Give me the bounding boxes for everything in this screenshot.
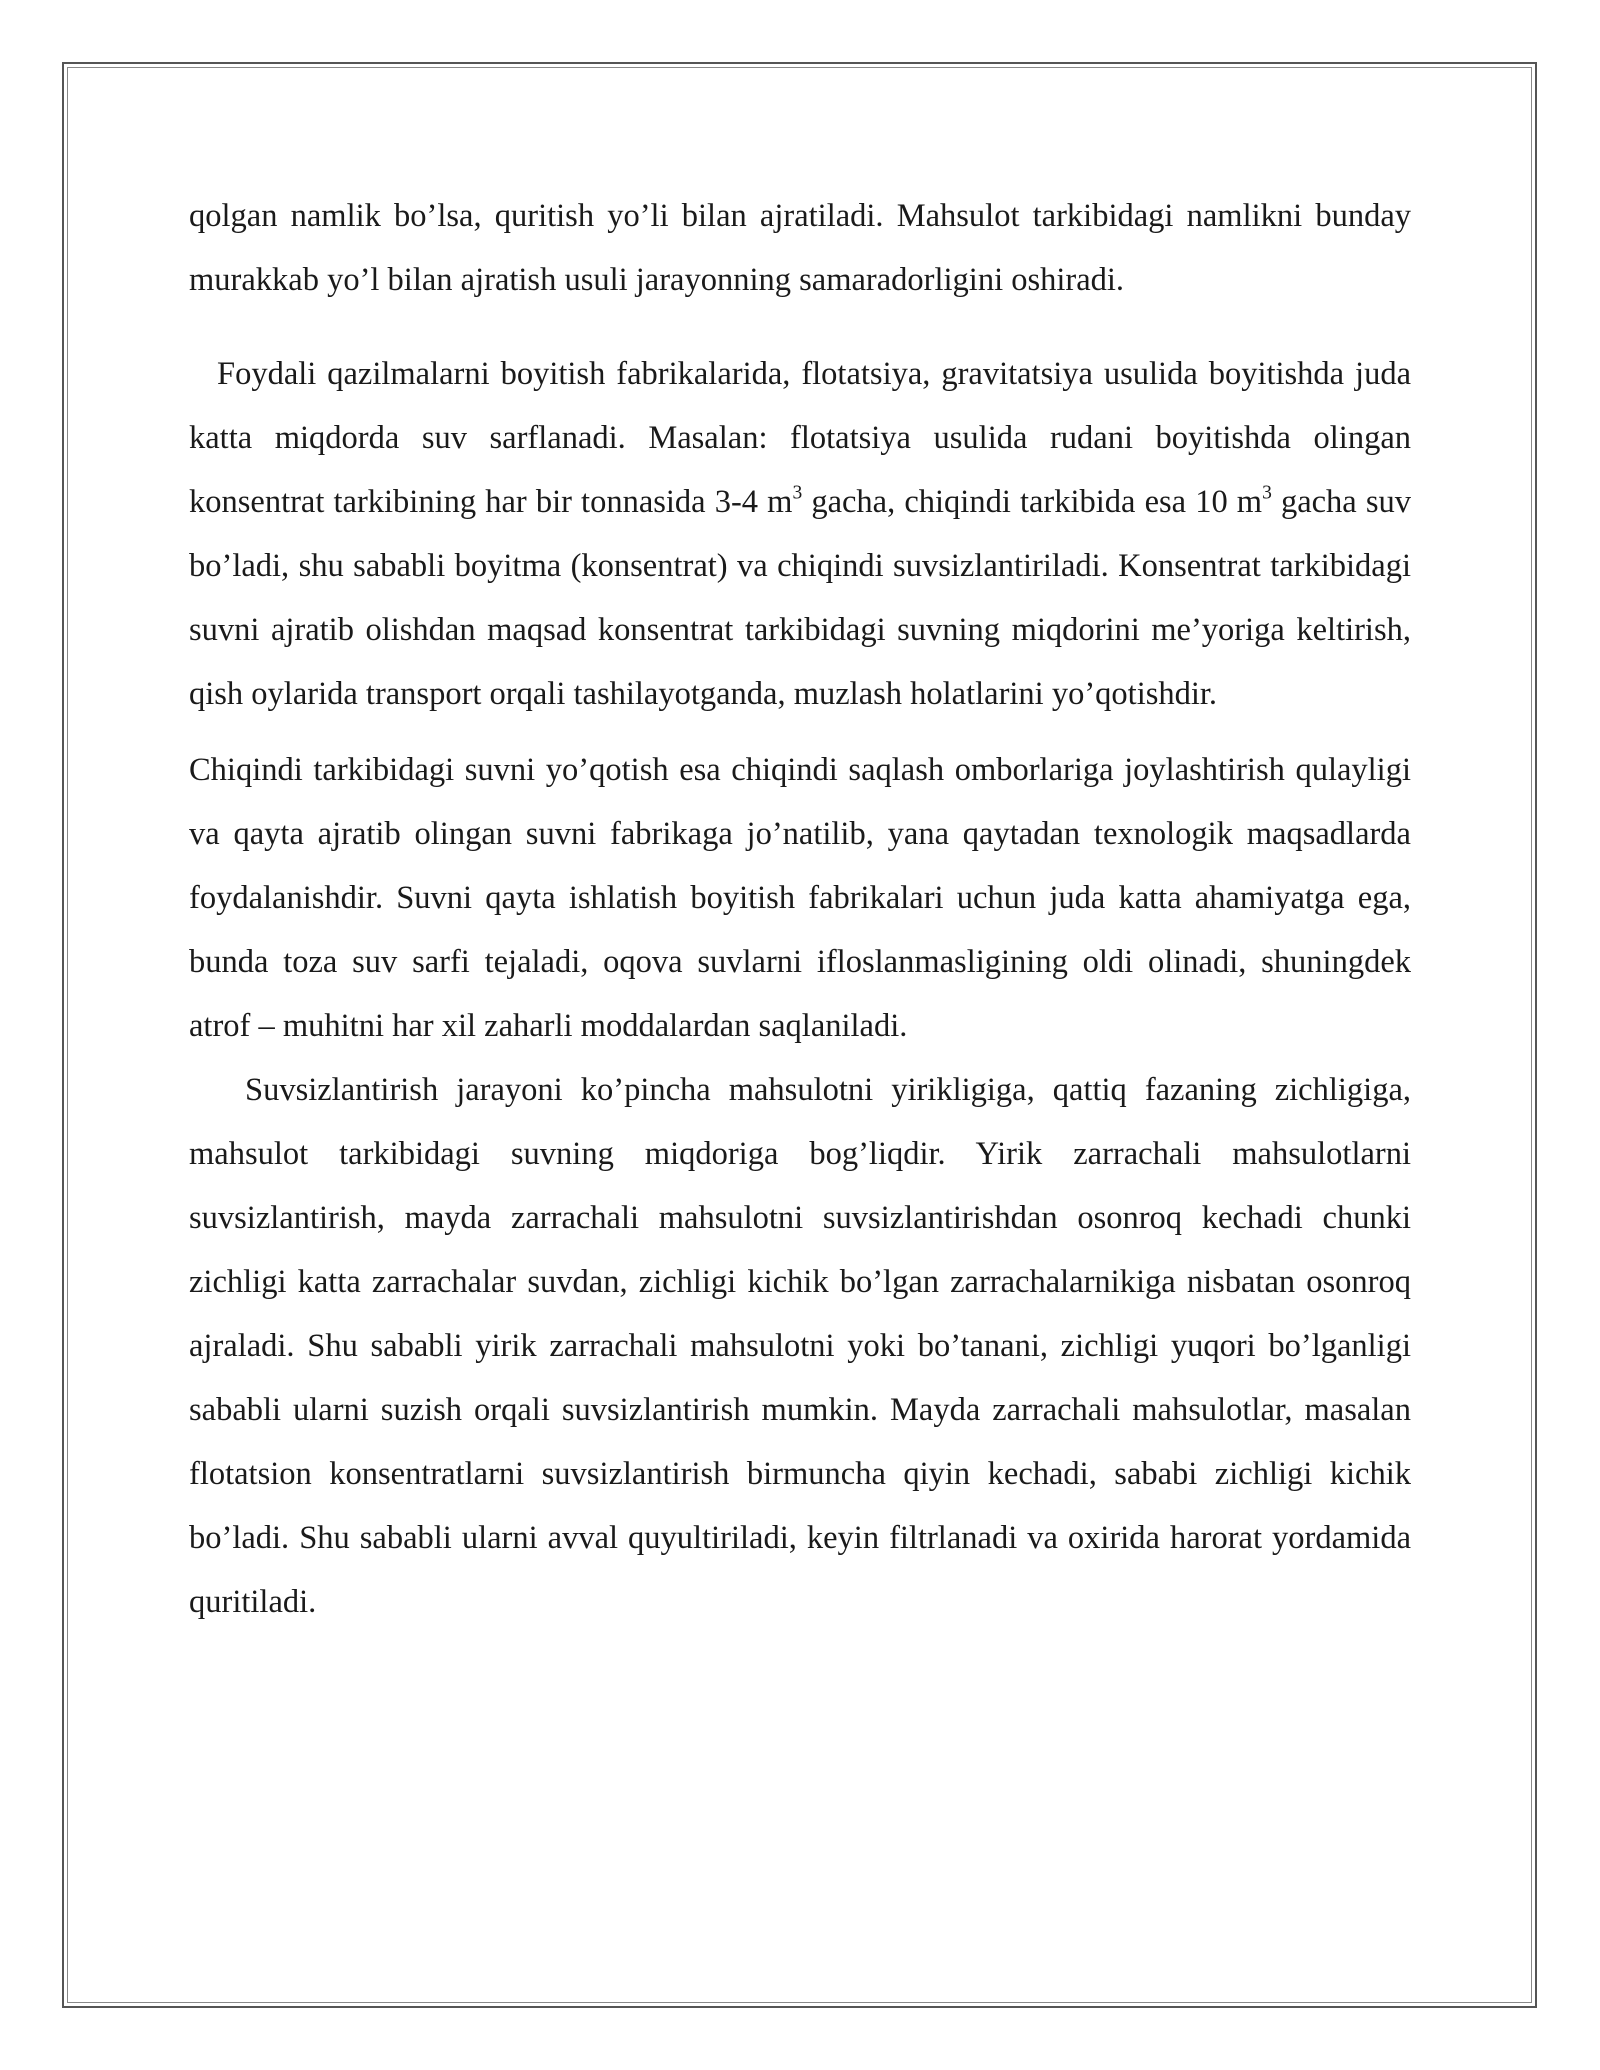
paragraph-2-part-3: gacha suv bo’ladi, shu sababli boyitma (konsentrat) va chiqindi suvsizlantiriladi. Konsentrat tarkibidagi suvni ajratib olishdan maqsad konsentrat tarkibidagi suvning miqdorini me’yoriga keltirish, qish oylarida transport orqali tashilayotganda, muzlash holatlarini yo’qotishdir. [189,484,1411,712]
superscript-cubic-2: 3 [1262,482,1272,504]
paragraph-3: Chiqindi tarkibidagi suvni yo’qotish esa chiqindi saqlash omborlariga joylashtirish qulayligi va qayta ajratib olingan suvni fabrikaga jo’natilib, yana qaytadan texnologik maqsadlarda foydalanishdir. Suvni qayta ishlatish boyitish fabrikalari uchun juda katta ahamiyatga ega, bunda toza suv sarfi tejaladi, oqova suvlarni ifloslanmasligining oldi olinadi, shuningdek atrof – muhitni har xil zaharli moddalardan saqlaniladi. [189,752,1411,1044]
paragraph-4: Suvsizlantirish jarayoni ko’pincha mahsulotni yirikligiga, qattiq fazaning zichligiga, mahsulot tarkibidagi suvning miqdoriga bog’liqdir. Yirik zarrachali mahsulotlarni suvsizlantirish, mayda zarrachali mahsulotni suvsizlantirishdan osonroq kechadi chunki zichligi katta zarrachalar suvdan, zichligi kichik bo’lgan zarrachalarnikiga nisbatan osonroq ajraladi. Shu sababli yirik zarrachali mahsulotni yoki bo’tanani, zichligi yuqori bo’lganligi sababli ularni suzish orqali suvsizlantirish mumkin. Mayda zarrachali mahsulotlar, masalan flotatsion konsentratlarni suvsizlantirish birmuncha qiyin kechadi, sababi zichligi kichik bo’ladi. Shu sababli ularni avval quyultiriladi, keyin filtrlanadi va oxirida harorat yordamida quritiladi. [189,1072,1411,1620]
document-body [189,184,1411,1634]
paragraph-2-part-1: Foydali qazilmalarni boyitish fabrikalarida, flotatsiya, gravitatsiya usulida boyitishda juda katta miqdorda suv sarflanadi. Masalan: flotatsiya usulida rudani boyitishda olingan konsentrat tarkibining har bir tonnasida 3-4 m [189,356,1411,520]
paragraph-1: qolgan namlik bo’lsa, quritish yo’li bilan ajratiladi. Mahsulot tarkibidagi namlikni bunday murakkab yo’l bilan ajratish usuli jarayonning samaradorligini oshiradi. [189,198,1411,298]
superscript-cubic-1: 3 [792,482,803,504]
paragraph-2-part-2: gacha, chiqindi tarkibida esa 10 m [802,484,1263,520]
paragraph-2 [189,342,1411,726]
